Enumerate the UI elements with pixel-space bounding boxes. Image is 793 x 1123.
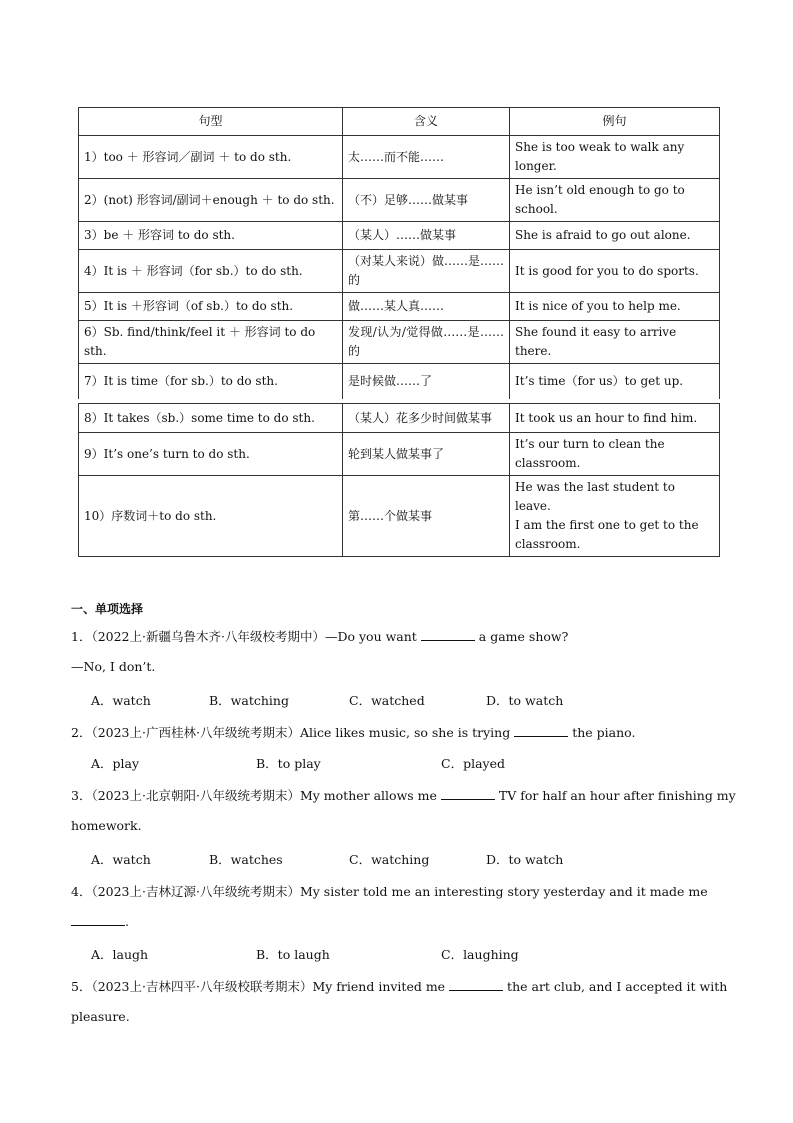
meaning-cell: 做……某人真……	[343, 293, 510, 321]
example-line: I am the first one to get to the classroom.	[515, 518, 699, 551]
pattern-cell: 9）It’s one’s turn to do sth.	[79, 433, 343, 476]
option-c[interactable]: C．laughing	[441, 947, 519, 962]
option-c[interactable]: C．watching	[349, 852, 430, 867]
option-a[interactable]: A．laugh	[91, 947, 149, 962]
question-text: 2．（2023上·广西桂林·八年级统考期末）Alice likes music, so she is trying	[71, 725, 511, 740]
question-text: a game show?	[478, 629, 569, 644]
option-b[interactable]: B．watching	[209, 693, 289, 708]
question-1-line2: —No, I don’t.	[71, 659, 156, 674]
question-4-line2	[71, 914, 129, 929]
pattern-cell: 8）It takes（sb.）some time to do sth.	[79, 404, 343, 433]
question-1	[71, 627, 568, 645]
option-d[interactable]: D．to watch	[486, 852, 564, 867]
answer-blank	[449, 979, 503, 991]
option-d[interactable]: D．to watch	[486, 693, 564, 708]
question-text: .	[125, 914, 129, 929]
question-3-line2: homework.	[71, 818, 142, 833]
pattern-cell: 5）It is ＋形容词（of sb.）to do sth.	[79, 293, 343, 321]
option-c[interactable]: C．watched	[349, 693, 425, 708]
header-example: 例句	[510, 108, 720, 136]
question-4	[71, 882, 708, 900]
example-cell: She is afraid to go out alone.	[510, 222, 720, 250]
question-text: TV for half an hour after finishing my	[498, 788, 736, 803]
meaning-cell: （某人）……做某事	[343, 222, 510, 250]
question-text: 1．（2022上·新疆乌鲁木齐·八年级校考期中）—Do you want	[71, 629, 417, 644]
example-cell: He isn’t old enough to go to school.	[510, 179, 720, 222]
pattern-cell: 2）(not) 形容词/副词＋enough ＋ to do sth.	[79, 179, 343, 222]
meaning-cell: 太……而不能……	[343, 136, 510, 179]
question-5-line2: pleasure.	[71, 1009, 130, 1024]
example-cell: It’s our turn to clean the classroom.	[510, 433, 720, 476]
example-cell: It’s time（for us）to get up.	[510, 364, 720, 400]
example-cell: She found it easy to arrive there.	[510, 321, 720, 364]
meaning-cell: （某人）花多少时间做某事	[343, 404, 510, 433]
question-text: the piano.	[572, 725, 636, 740]
example-cell: It is good for you to do sports.	[510, 250, 720, 293]
example-cell: It took us an hour to find him.	[510, 404, 720, 433]
question-3	[71, 786, 736, 804]
answer-blank	[514, 725, 568, 737]
meaning-cell: 第……个做某事	[343, 476, 510, 557]
question-text: 5．（2023上·吉林四平·八年级校联考期末）My friend invited me	[71, 979, 446, 994]
question-2	[71, 723, 635, 741]
meaning-cell: 是时候做……了	[343, 364, 510, 400]
questions-section	[71, 0, 736, 1123]
header-pattern: 句型	[79, 108, 343, 136]
pattern-cell: 10）序数词＋to do sth.	[79, 476, 343, 557]
option-a[interactable]: A．watch	[91, 693, 151, 708]
option-b[interactable]: B．watches	[209, 852, 283, 867]
pattern-cell: 6）Sb. find/think/feel it ＋ 形容词 to do sth.	[79, 321, 343, 364]
question-text: 4．（2023上·吉林辽源·八年级统考期末）My sister told me an interesting story yesterday and it made me	[71, 884, 708, 899]
pattern-cell: 4）It is ＋ 形容词（for sb.）to do sth.	[79, 250, 343, 293]
pattern-cell: 1）too ＋ 形容词／副词 ＋ to do sth.	[79, 136, 343, 179]
option-c[interactable]: C．played	[441, 756, 505, 771]
answer-blank	[441, 788, 495, 800]
section-title: 一、单项选择	[71, 602, 144, 616]
meaning-cell: 轮到某人做某事了	[343, 433, 510, 476]
pattern-cell: 3）be ＋ 形容词 to do sth.	[79, 222, 343, 250]
question-text: the art club, and I accepted it with	[507, 979, 728, 994]
pattern-cell: 7）It is time（for sb.）to do sth.	[79, 364, 343, 400]
example-cell: She is too weak to walk any longer.	[510, 136, 720, 179]
question-5	[71, 977, 727, 995]
question-text: 3．（2023上·北京朝阳·八年级统考期末）My mother allows me	[71, 788, 437, 803]
option-a[interactable]: A．watch	[91, 852, 151, 867]
header-meaning: 含义	[343, 108, 510, 136]
meaning-cell: （不）足够……做某事	[343, 179, 510, 222]
option-b[interactable]: B．to laugh	[256, 947, 330, 962]
example-cell: It is nice of you to help me.	[510, 293, 720, 321]
example-line: He was the last student to leave.	[515, 480, 675, 513]
answer-blank	[421, 629, 475, 641]
option-b[interactable]: B．to play	[256, 756, 321, 771]
meaning-cell: （对某人来说）做……是……的	[343, 250, 510, 293]
meaning-cell: 发现/认为/觉得做……是……的	[343, 321, 510, 364]
answer-blank	[71, 914, 125, 926]
option-a[interactable]: A．play	[91, 756, 140, 771]
